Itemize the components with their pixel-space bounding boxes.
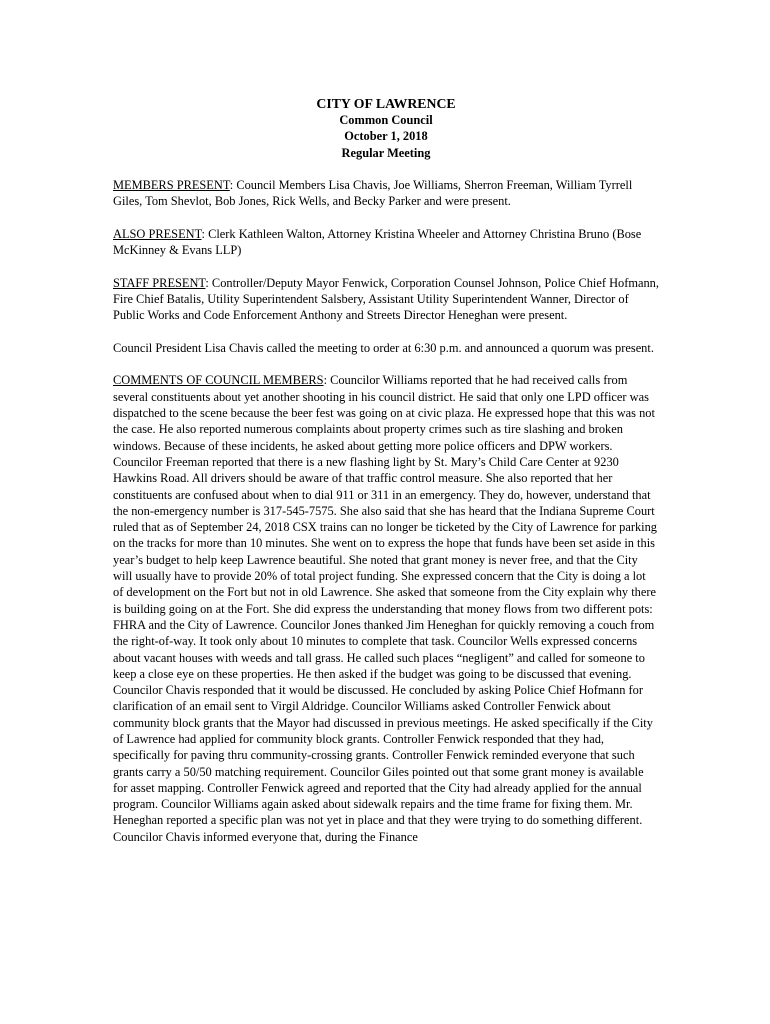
staff-present-text: : Controller/Deputy Mayor Fenwick, Corporation Counsel Johnson, Police Chief Hofmann, Fire Chief Batalis, Utility Superintendent Salsbery, Assistant Utility Superintendent Wanner, Director of Public Works and Code Enforcement Anthony and Streets Director Heneghan were present. — [113, 275, 659, 323]
also-present-paragraph — [113, 226, 659, 259]
council-name: Common Council — [339, 113, 433, 127]
members-present-label: MEMBERS PRESENT — [113, 177, 230, 192]
call-to-order-paragraph: Council President Lisa Chavis called the meeting to order at 6:30 p.m. and announced a quorum was present. — [113, 340, 654, 355]
comments-paragraph — [113, 372, 659, 845]
comments-label: COMMENTS OF COUNCIL MEMBERS — [113, 373, 324, 388]
staff-present-paragraph — [113, 275, 659, 324]
meeting-date: October 1, 2018 — [344, 129, 428, 144]
members-present-text: : Council Members Lisa Chavis, Joe Williams, Sherron Freeman, William Tyrrell Giles, Tom Shevlot, Bob Jones, Rick Wells, and Becky Parker and were present. — [113, 177, 633, 209]
city-title: CITY OF LAWRENCE — [316, 96, 456, 111]
meeting-type: Regular Meeting — [341, 145, 431, 160]
document-page — [113, 95, 659, 861]
document-header — [113, 95, 659, 161]
staff-present-label: STAFF PRESENT — [113, 275, 206, 290]
members-present-paragraph — [113, 177, 659, 210]
also-present-text: : Clerk Kathleen Walton, Attorney Kristina Wheeler and Attorney Christina Bruno (Bose McKinney & Evans LLP) — [113, 226, 642, 258]
also-present-label: ALSO PRESENT — [113, 226, 202, 241]
comments-text: : Councilor Williams reported that he had received calls from several constituents about yet another shooting in his council district. He said that only one LPD officer was dispatched to the scene because the beer fest was going on at civic plaza. He expressed hope that this was not the case. He also reported numerous complaints about property crimes such as tire slashing and broken windows. Because of these incidents, he asked about getting more police officers and DPW workers. Councilor Freeman reported that there is a new flashing light by St. Mary’s Child Care Center at 9230 Hawkins Road. All drivers should be aware of that traffic control measure. She also reported that her constituents are confused about when to dial 911 or 311 in an emergency. They do, however, understand that the non-emergency number is 317-545-7575. She also said that she has heard that the Indiana Supreme Court ruled that as of September 24, 2018 CSX trains can no longer be ticketed by the City of Lawrence for parking on the tracks for more than 10 minutes. She went on to express the hope that funds have been set aside in this year’s budget to help keep Lawrence beautiful. She noted that grant money is never free, and that the City will usually have to provide 20% of total project funding. She expressed concern that the City is doing a lot of development on the Fort but not in old Lawrence. She asked that someone from the City explain why there is building going on at the Fort. She did express the understanding that money flows from two different pots: FHRA and the City of Lawrence. Councilor Jones thanked Jim Heneghan for quickly removing a couch from the right-of-way. It took only about 10 minutes to complete that task. Councilor Wells expressed concerns about vacant houses with weeds and tall grass. He called such places “negligent” and called for someone to keep a close eye on these properties. He then asked if the budget was going to be discussed that evening. Councilor Chavis responded that it would be discussed. He concluded by asking Police Chief Hofmann for clarification of an email sent to Virgil Aldridge. Councilor Williams asked Controller Fenwick about community block grants that the Mayor had discussed in previous meetings. He asked specifically if the City of Lawrence had applied for community block grants. Controller Fenwick responded that they had, specifically for paving thru community-crossing grants. Controller Fenwick reminded everyone that such grants carry a 50/50 matching requirement. Councilor Giles pointed out that some grant money is available for asset mapping. Controller Fenwick agreed and reported that the City had already applied for the annual program. Councilor Williams again asked about sidewalk repairs and the time frame for fixing them. Mr. Heneghan reported a specific plan was not yet in place and that they were trying to do something different. Councilor Chavis informed everyone that, during the Finance — [113, 373, 658, 844]
